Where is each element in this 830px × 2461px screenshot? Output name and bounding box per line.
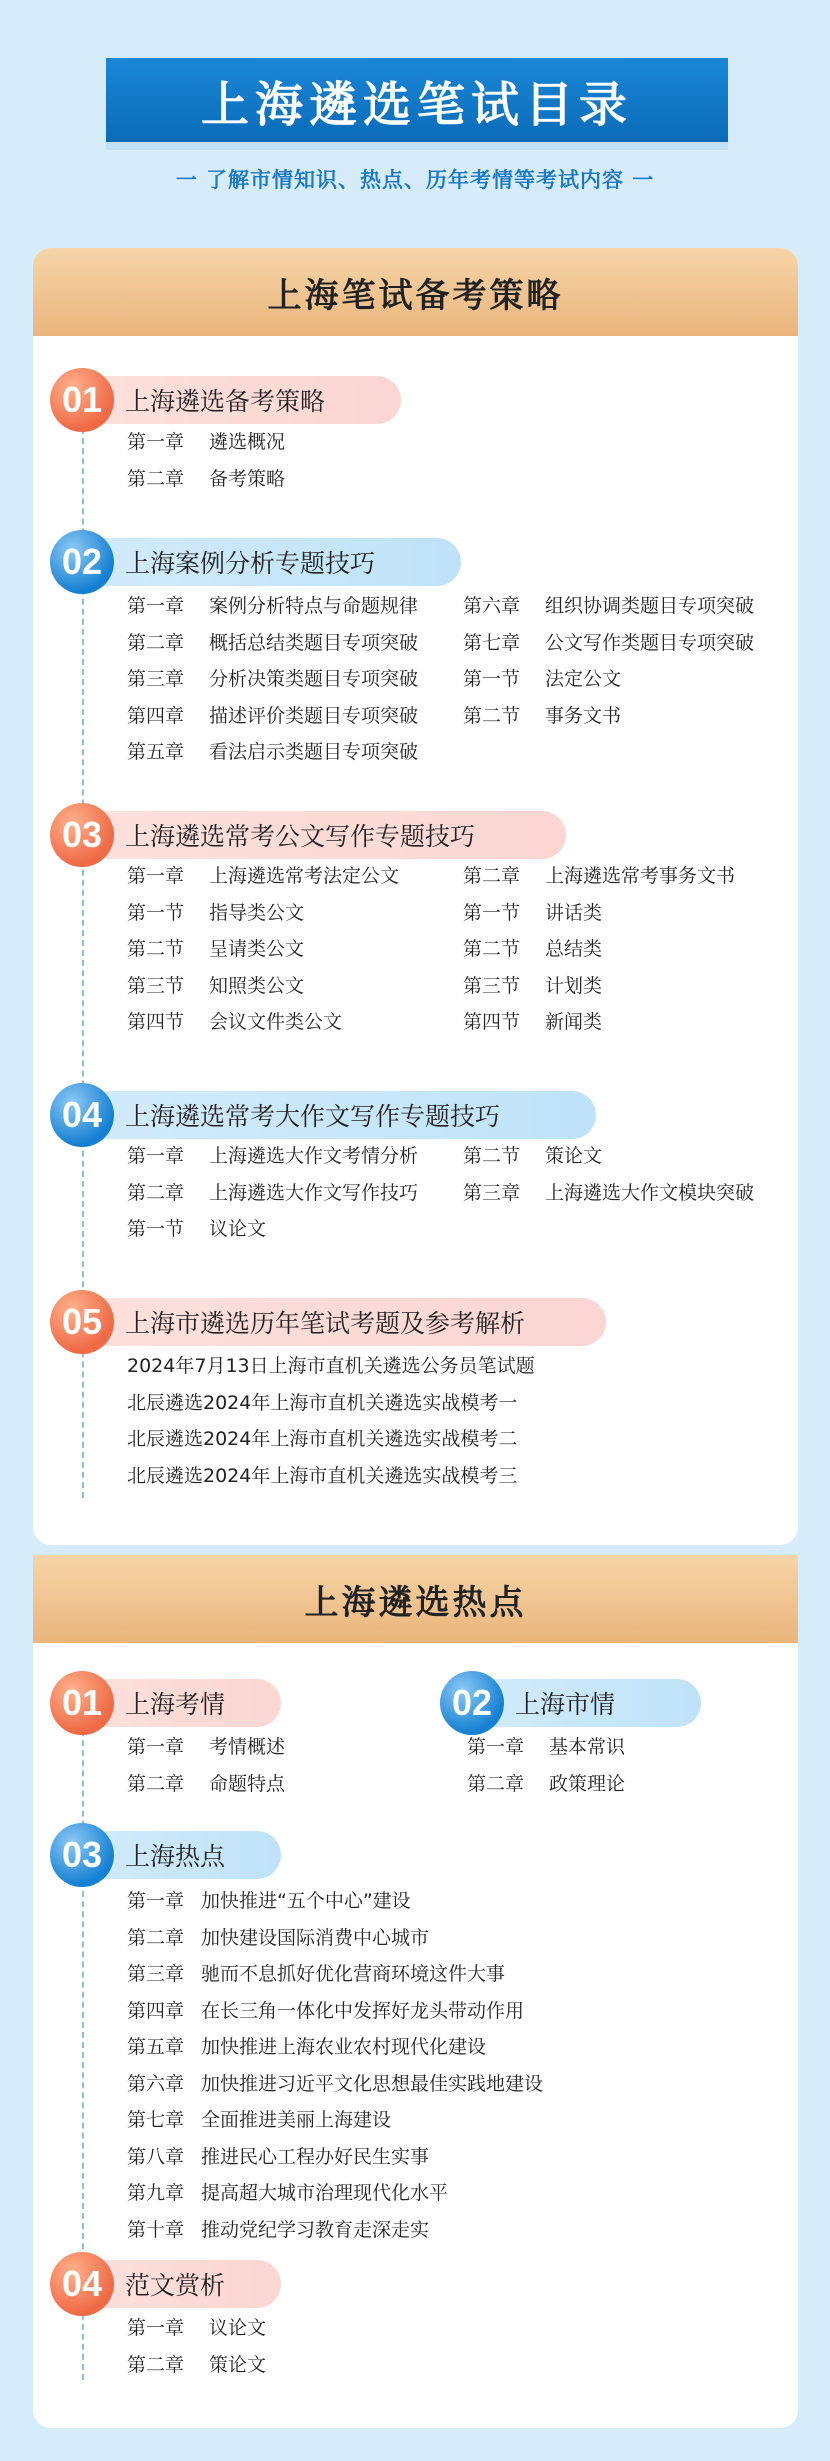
list-item: 第二章 策论文 xyxy=(127,2353,267,2376)
list-item: 第二章 概括总结类题目专项突破 xyxy=(127,631,419,654)
section-items-left xyxy=(127,588,418,771)
section-number: 03 xyxy=(50,1823,114,1887)
list-item: 第一章 基本常识 xyxy=(467,1736,626,1758)
list-item: 第二章 加快建设国际消费中心城市 xyxy=(127,1926,430,1949)
section-title: 上海考情 xyxy=(81,1679,281,1727)
hotspot-card-title: 上海遴选热点 xyxy=(33,1555,798,1643)
section-items-right xyxy=(463,858,735,1041)
list-item: 北辰遴选2024年上海市直机关遴选实战模考一 xyxy=(127,1391,518,1414)
list-item: 第三章 上海遴选大作文模块突破 xyxy=(463,1181,755,1204)
list-item: 第二节 策论文 xyxy=(463,1145,603,1167)
section-items-left xyxy=(127,1138,418,1248)
list-item: 第五章 看法启示类题目专项突破 xyxy=(127,741,419,763)
section-number: 02 xyxy=(440,1671,504,1735)
list-item: 第一节 讲话类 xyxy=(463,901,603,924)
list-item: 第一节 议论文 xyxy=(127,1218,267,1240)
section-title: 上海市遴选历年笔试考题及参考解析 xyxy=(81,1298,606,1346)
list-item: 第三节 计划类 xyxy=(463,974,603,997)
list-item: 第五章 加快推进上海农业农村现代化建设 xyxy=(127,2036,487,2058)
strategy-card xyxy=(33,248,798,1545)
section-title: 上海遴选备考策略 xyxy=(81,376,401,424)
list-item: 第一章 加快推进“五个中心”建设 xyxy=(127,1890,411,1912)
page-title: 上海遴选笔试目录 xyxy=(200,76,633,133)
list-item: 第四章 描述评价类题目专项突破 xyxy=(127,704,419,727)
list-item: 第二章 备考策略 xyxy=(127,467,286,490)
section-number: 01 xyxy=(50,368,114,432)
list-item: 第二章 上海遴选大作文写作技巧 xyxy=(127,1181,419,1204)
list-item: 第一节 指导类公文 xyxy=(127,901,305,924)
section-items xyxy=(127,1729,285,1802)
section-title: 上海市情 xyxy=(471,1679,701,1727)
list-item: 第三节 知照类公文 xyxy=(127,974,305,997)
section-items-left xyxy=(127,858,399,1041)
list-item: 第四节 会议文件类公文 xyxy=(127,1011,343,1033)
section-items xyxy=(127,1348,535,1494)
list-item: 第六章 组织协调类题目专项突破 xyxy=(463,595,755,617)
list-item: 第八章 推进民心工程办好民生实事 xyxy=(127,2145,430,2168)
section-items xyxy=(127,424,285,497)
section-number: 01 xyxy=(50,1671,114,1735)
page-title-banner xyxy=(106,58,728,142)
list-item: 第一章 上海遴选大作文考情分析 xyxy=(127,1145,419,1167)
list-item: 第一章 议论文 xyxy=(127,2317,267,2339)
section-title: 上海遴选常考大作文写作专题技巧 xyxy=(81,1091,596,1139)
list-item: 第二节 呈请类公文 xyxy=(127,938,305,960)
list-item: 第三章 驰而不息抓好优化营商环境这件大事 xyxy=(127,1963,506,1985)
section-title: 范文赏析 xyxy=(81,2260,281,2308)
list-item: 2024年7月13日上海市直机关遴选公务员笔试题 xyxy=(127,1355,535,1377)
section-items-right xyxy=(463,1138,754,1211)
section-title: 上海案例分析专题技巧 xyxy=(81,538,461,586)
list-item: 北辰遴选2024年上海市直机关遴选实战模考三 xyxy=(127,1464,518,1487)
list-item: 第二章 政策理论 xyxy=(467,1772,626,1795)
list-item: 第二章 命题特点 xyxy=(127,1772,286,1795)
list-item: 第一章 遴选概况 xyxy=(127,431,286,453)
section-title: 上海遴选常考公文写作专题技巧 xyxy=(81,811,566,859)
list-item: 第一章 上海遴选常考法定公文 xyxy=(127,865,400,887)
hotspot-card xyxy=(33,1555,798,2428)
list-item: 北辰遴选2024年上海市直机关遴选实战模考二 xyxy=(127,1428,518,1450)
section-number: 05 xyxy=(50,1290,114,1354)
section-items xyxy=(127,1883,543,2248)
list-item: 第四节 新闻类 xyxy=(463,1011,603,1033)
section-title: 上海热点 xyxy=(81,1831,281,1879)
list-item: 第四章 在长三角一体化中发挥好龙头带动作用 xyxy=(127,1999,525,2022)
list-item: 第二节 总结类 xyxy=(463,938,603,960)
section-number: 04 xyxy=(50,1083,114,1147)
section-items xyxy=(467,1729,625,1802)
strategy-card-title: 上海笔试备考策略 xyxy=(33,248,798,336)
section-number: 02 xyxy=(50,530,114,594)
list-item: 第二节 事务文书 xyxy=(463,704,622,727)
list-item: 第六章 加快推进习近平文化思想最佳实践地建设 xyxy=(127,2072,544,2095)
page-subtitle: 一 了解市情知识、热点、历年考情等考试内容 一 xyxy=(175,168,655,192)
list-item: 第一章 案例分析特点与命题规律 xyxy=(127,595,419,617)
list-item: 第一章 考情概述 xyxy=(127,1736,286,1758)
section-number: 04 xyxy=(50,2252,114,2316)
section-number: 03 xyxy=(50,803,114,867)
section-items xyxy=(127,2310,266,2383)
list-item: 第七章 公文写作类题目专项突破 xyxy=(463,631,755,654)
list-item: 第九章 提高超大城市治理现代化水平 xyxy=(127,2182,449,2204)
list-item: 第三章 分析决策类题目专项突破 xyxy=(127,668,419,690)
list-item: 第七章 全面推进美丽上海建设 xyxy=(127,2109,392,2131)
list-item: 第十章 推动党纪学习教育走深走实 xyxy=(127,2218,430,2241)
section-items-right xyxy=(463,588,754,734)
list-item: 第一节 法定公文 xyxy=(463,668,622,690)
list-item: 第二章 上海遴选常考事务文书 xyxy=(463,865,736,887)
